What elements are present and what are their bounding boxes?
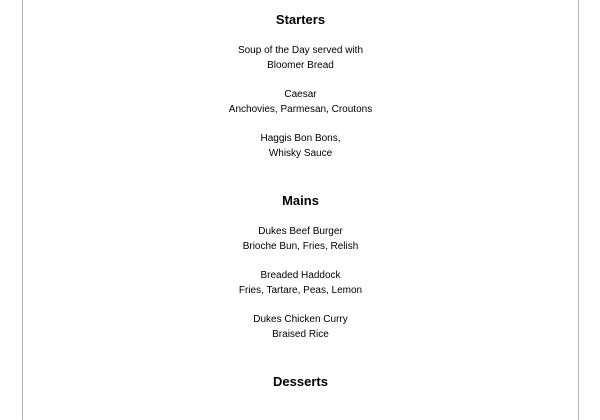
section-title-starters: Starters — [275, 12, 326, 27]
item-starter-soup-line2: Bloomer Bread — [267, 60, 334, 71]
section-title-desserts: Desserts — [273, 374, 328, 389]
section-title-mains: Mains — [282, 193, 319, 208]
menu-header — [23, 0, 578, 1]
header-cut — [23, 0, 578, 2]
item-main-burger-line2: Brioche Bun, Fries, Relish — [242, 241, 359, 252]
item-starter-caesar-line2: Anchovies, Parmesan, Croutons — [228, 104, 373, 115]
item-main-haddock-line1: Breaded Haddock — [260, 270, 341, 281]
item-starter-haggis-line2: Whisky Sauce — [268, 148, 333, 159]
item-starter-caesar-line1: Caesar — [284, 89, 317, 100]
item-main-curry-line1: Dukes Chicken Curry — [253, 314, 348, 325]
item-main-haddock-line2: Fries, Tartare, Peas, Lemon — [238, 285, 363, 296]
document-page — [22, 0, 579, 420]
item-main-burger-line1: Dukes Beef Burger — [258, 226, 343, 237]
item-starter-haggis-line1: Haggis Bon Bons, — [260, 133, 341, 144]
item-starter-soup-line1: Soup of the Day served with — [237, 45, 364, 56]
item-main-curry-line2: Braised Rice — [272, 329, 329, 340]
